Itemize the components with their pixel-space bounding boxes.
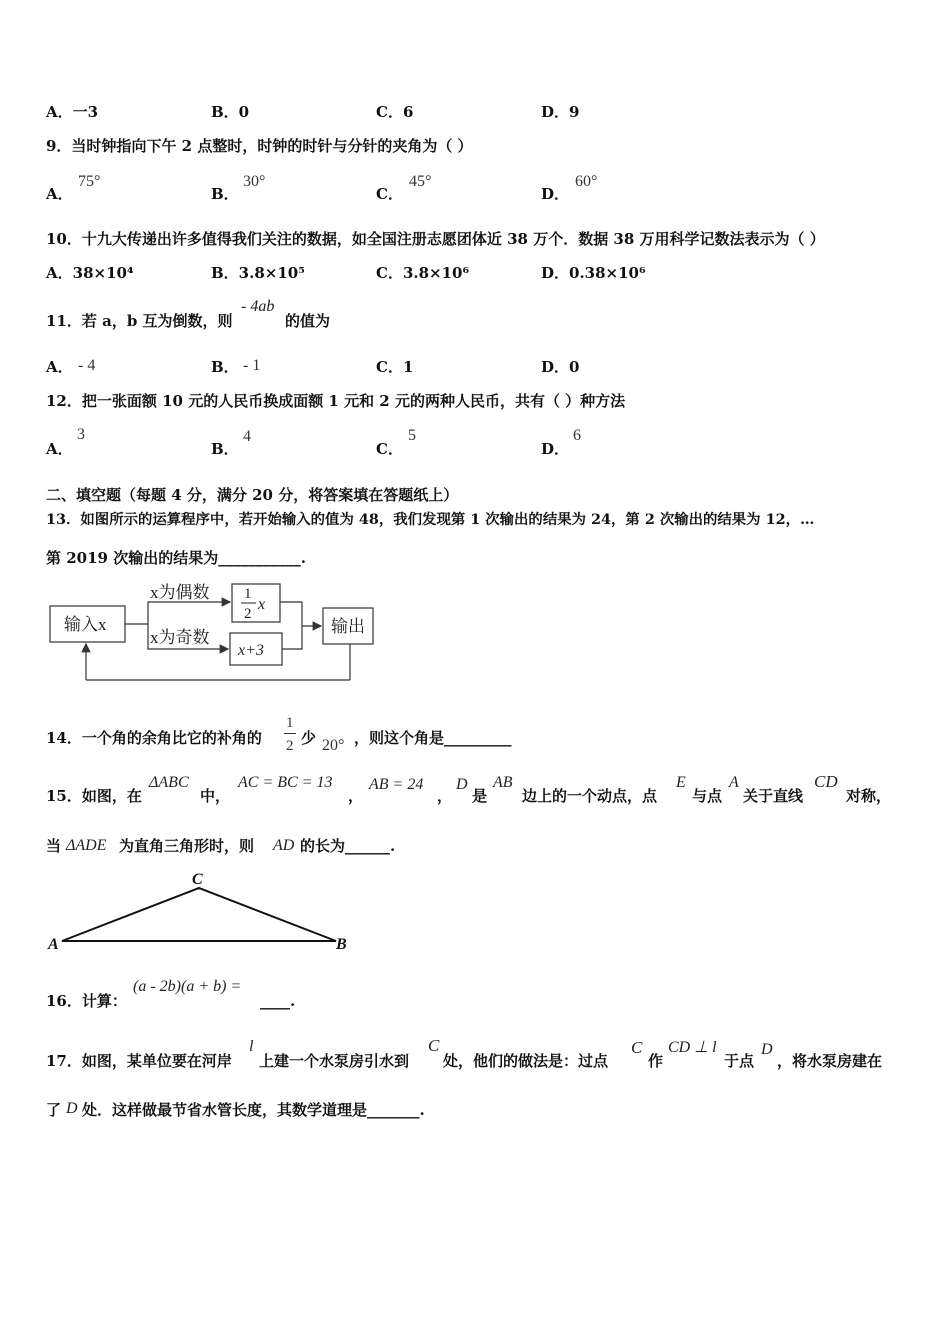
- q12-value-b: 4: [243, 428, 251, 445]
- q10-option-a: A．38×10⁴: [46, 264, 134, 282]
- q9-option-c: C．: [376, 185, 403, 203]
- q11-option-d: D．0: [541, 358, 580, 376]
- q15-A: A: [729, 774, 739, 791]
- q8-option-c: C．6: [376, 103, 414, 121]
- q11-value-a: - 4: [78, 357, 96, 374]
- q16-expression: (a - 2b)(a + b) =: [133, 978, 242, 995]
- q9-value-b: 30°: [243, 173, 266, 190]
- q9-value-d: 60°: [575, 173, 598, 190]
- q15-p5: 是: [472, 787, 488, 805]
- vertex-A: A: [48, 936, 59, 953]
- q9-option-a: A．: [46, 185, 73, 203]
- q15-p2: 中，: [200, 787, 231, 805]
- q15-p4: ，: [437, 787, 453, 805]
- q9-option-b: B．: [211, 185, 239, 203]
- q16-blank: ____.: [260, 992, 296, 1010]
- q13-line1: 13．如图所示的运算程序中，若开始输入的值为 48，我们发现第 1 次输出的结果为 24，第 2 次输出的结果为 12，…: [46, 511, 815, 528]
- q15-p6: 边上的一个动点，点: [522, 787, 658, 805]
- q15-E: E: [676, 774, 686, 791]
- q9-option-d: D．: [541, 185, 570, 203]
- q15-triangle: ΔABC: [149, 774, 189, 791]
- q8-option-a: A．一3: [46, 103, 99, 121]
- q15-p7: 与点: [692, 787, 723, 805]
- q15-line2-post: 的长为______.: [300, 837, 396, 855]
- q15-CD: CD: [814, 772, 838, 791]
- q17-l: l: [249, 1038, 254, 1055]
- q8-option-d: D．9: [541, 103, 580, 121]
- half-denominator: 2: [244, 606, 252, 622]
- q12-text: 12．把一张面额 10 元的人民币换成面额 1 元和 2 元的两种人民币，共有（ ）种方法: [46, 392, 626, 410]
- output-box-label: 输出: [331, 617, 365, 636]
- q12-option-c: C．: [376, 440, 403, 458]
- q12-value-d: 6: [573, 427, 581, 444]
- q17-p4: 作: [648, 1052, 664, 1070]
- q17-line2-D: D: [66, 1100, 78, 1117]
- q11-option-a: A．: [46, 358, 73, 376]
- q11-expression: - 4ab: [241, 298, 275, 315]
- q12-option-b: B．: [211, 440, 239, 458]
- q17-line2-post: 处．这样做最节省水管长度，其数学道理是_______.: [82, 1101, 425, 1119]
- vertex-C: C: [192, 871, 203, 888]
- q14-angle: 20°: [322, 737, 345, 754]
- q14-frac-num: 1: [286, 715, 294, 731]
- q15-line2-pre: 当: [46, 837, 62, 855]
- section-2-heading: 二、填空题（每题 4 分，满分 20 分，将答案填在答题纸上）: [46, 486, 459, 504]
- q15-p9: 对称，: [846, 787, 892, 805]
- q15-p8: 关于直线: [743, 787, 804, 805]
- q11-prefix: 11．若 a，b 互为倒数，则: [46, 312, 233, 330]
- q12-option-a: A．: [46, 440, 73, 458]
- q12-option-d: D．: [541, 440, 570, 458]
- q15-eq1: AC = BC = 13: [238, 774, 333, 791]
- q14-mid: 少: [301, 729, 317, 747]
- q14-suffix: ，则这个角是_________: [354, 729, 512, 747]
- q15-line2-triangle: ΔADE: [66, 837, 107, 854]
- odd-label: x为奇数: [150, 628, 210, 647]
- q15-triangle-figure: [44, 866, 354, 954]
- q11-option-c: C．1: [376, 358, 414, 376]
- q10-option-c: C．3.8×10⁶: [376, 264, 470, 282]
- q17-p1: 17．如图，某单位要在河岸: [46, 1052, 232, 1070]
- q15-p1: 15．如图，在: [46, 787, 142, 805]
- q11-suffix: 的值为: [285, 312, 331, 330]
- q9-value-a: 75°: [78, 173, 101, 190]
- q9-value-c: 45°: [409, 173, 432, 190]
- q14-prefix: 14．一个角的余角比它的补角的: [46, 729, 262, 747]
- q13-flowchart: [44, 578, 384, 686]
- q13-line2: 第 2019 次输出的结果为___________.: [46, 549, 306, 567]
- q15-line2-AD: AD: [273, 837, 295, 854]
- q11-value-b: - 1: [243, 357, 261, 374]
- q12-value-a: 3: [77, 426, 85, 443]
- q15-D: D: [456, 776, 468, 793]
- q17-p5: 于点: [724, 1052, 755, 1070]
- q15-AB: AB: [493, 774, 513, 791]
- q17-D: D: [761, 1041, 773, 1058]
- q12-value-c: 5: [408, 427, 416, 444]
- vertex-B: B: [336, 936, 347, 953]
- q17-p6: ，将水泵房建在: [777, 1052, 883, 1070]
- q17-C2: C: [631, 1038, 643, 1057]
- q16-prefix: 16．计算：: [46, 992, 127, 1010]
- half-numerator: 1: [244, 586, 252, 602]
- q15-p3: ，: [348, 787, 364, 805]
- q11-option-b: B．: [211, 358, 239, 376]
- q17-perp: CD ⊥ l: [668, 1039, 717, 1056]
- q15-eq2: AB = 24: [369, 776, 424, 793]
- q17-line2-pre: 了: [46, 1101, 62, 1119]
- q10-option-b: B．3.8×10⁵: [211, 264, 305, 282]
- q14-frac-bar: [284, 733, 296, 734]
- q17-C: C: [428, 1036, 440, 1055]
- q9-text: 9．当时钟指向下午 2 点整时，时钟的时针与分针的夹角为（ ）: [46, 137, 473, 155]
- input-box-label: 输入x: [64, 615, 107, 634]
- q10-text: 10．十九大传递出许多值得我们关注的数据，如全国注册志愿团体近 38 万个．数据 38 万用科学记数法表示为（ ）: [46, 230, 825, 248]
- q14-frac-den: 2: [286, 738, 294, 754]
- q15-line2-mid: 为直角三角形时，则: [119, 837, 255, 855]
- q17-p2: 上建一个水泵房引水到: [259, 1052, 410, 1070]
- q17-p3: 处，他们的做法是：过点: [443, 1052, 609, 1070]
- q8-option-b: B．0: [211, 103, 250, 121]
- even-label: x为偶数: [150, 583, 210, 602]
- half-x: x: [258, 596, 266, 613]
- q10-option-d: D．0.38×10⁶: [541, 264, 646, 282]
- plus3-label: x+3: [238, 642, 264, 659]
